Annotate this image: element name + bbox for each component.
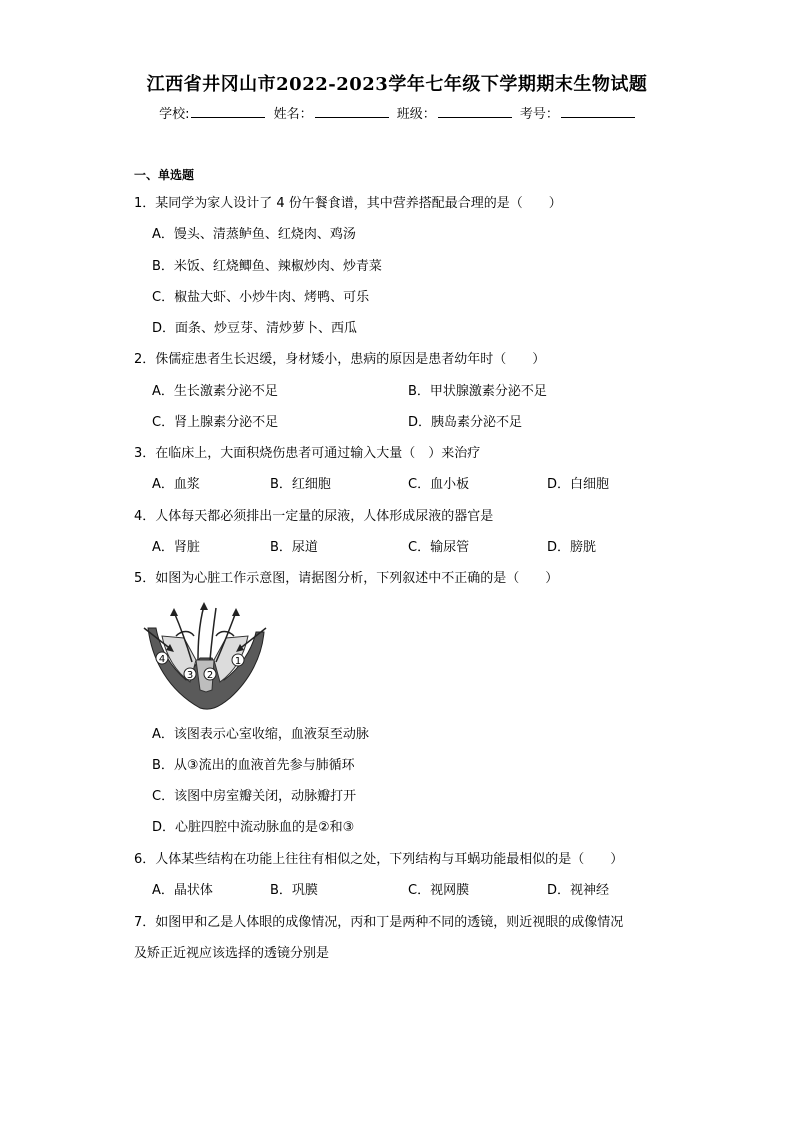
arrow-up-icon [170,608,178,616]
question-4-stem: 4．人体每天都必须排出一定量的尿液，人体形成尿液的器官是 [134,509,494,524]
heart-label-1: 1 [234,656,242,667]
arrow-up-icon [200,602,208,610]
question-4-option-d[interactable]: D．膀胱 [547,540,597,555]
heart-diagram [140,598,270,713]
question-5-option-a[interactable]: A．该图表示心室收缩，血液泵至动脉 [152,727,369,742]
question-1-stem: 1．某同学为家人设计了 4 份午餐食谱，其中营养搭配最合理的是（ ） [134,196,562,211]
question-3-option-a[interactable]: A．血浆 [152,477,200,492]
question-7-stem-line-1: 7．如图甲和乙是人体眼的成像情况，丙和丁是两种不同的透镜，则近视眼的成像情况 [134,915,624,930]
question-3-option-d[interactable]: D．白细胞 [547,477,610,492]
school-field [159,103,265,122]
question-5-option-b[interactable]: B．从③流出的血液首先参与肺循环 [152,758,355,773]
heart-label-4: 4 [158,654,166,665]
question-1-option-c[interactable]: C．椒盐大虾、小炒牛肉、烤鸭、可乐 [152,290,370,305]
artery-mid [198,606,204,660]
name-field [274,103,389,122]
question-5-option-c[interactable]: C．该图中房室瓣关闭，动脉瓣打开 [152,789,357,804]
name-label: 姓名： [273,107,313,122]
question-3-option-c[interactable]: C．血小板 [408,477,470,492]
exam-no-label: 考号： [519,107,559,122]
name-blank[interactable] [315,105,389,118]
question-1-option-a[interactable]: A．馒头、清蒸鲈鱼、红烧肉、鸡汤 [152,227,356,242]
question-5-option-d[interactable]: D．心脏四腔中流动脉血的是②和③ [152,820,355,835]
class-field [397,103,512,122]
question-6-option-b[interactable]: B．巩膜 [270,883,318,898]
question-2-option-a[interactable]: A．生长激素分泌不足 [152,384,278,399]
question-7-stem-line-2: 及矫正近视应该选择的透镜分别是 [134,946,330,961]
heart-label-3: 3 [186,670,194,681]
student-info-row [0,103,794,122]
exam-no-field [520,103,635,122]
valve-right [216,632,234,637]
question-4-option-b[interactable]: B．尿道 [270,540,318,555]
question-3-stem: 3．在临床上，大面积烧伤患者可通过输入大量（ ）来治疗 [134,446,481,461]
question-6-option-c[interactable]: C．视网膜 [408,883,470,898]
school-blank[interactable] [191,105,265,118]
question-2-option-d[interactable]: D．胰岛素分泌不足 [408,415,523,430]
question-2-option-b[interactable]: B．甲状腺激素分泌不足 [408,384,547,399]
question-4-option-a[interactable]: A．肾脏 [152,540,200,555]
question-1-option-d[interactable]: D．面条、炒豆芽、清炒萝卜、西瓜 [152,321,358,336]
exam-no-blank[interactable] [561,105,635,118]
question-3-option-b[interactable]: B．红细胞 [270,477,331,492]
question-2-stem: 2．侏儒症患者生长迟缓，身材矮小，患病的原因是患者幼年时（ ） [134,352,546,367]
question-5-stem: 5．如图为心脏工作示意图，请据图分析，下列叙述中不正确的是（ ） [134,571,559,586]
arrow-up-icon [232,608,240,616]
class-label: 班级： [396,107,436,122]
question-4-option-c[interactable]: C．输尿管 [408,540,470,555]
question-6-option-a[interactable]: A．晶状体 [152,883,213,898]
valve-left [176,632,194,637]
heart-label-2: 2 [206,670,214,681]
artery-mid2 [210,608,216,660]
question-2-option-c[interactable]: C．肾上腺素分泌不足 [152,415,279,430]
section-title: 一、单选题 [134,168,195,182]
question-6-option-d[interactable]: D．视神经 [547,883,610,898]
class-blank[interactable] [438,105,512,118]
question-6-stem: 6．人体某些结构在功能上往往有相似之处，下列结构与耳蜗功能最相似的是（ ） [134,852,624,867]
question-1-option-b[interactable]: B．米饭、红烧鲫鱼、辣椒炒肉、炒青菜 [152,259,382,274]
page-title: 江西省井冈山市2022-2023学年七年级下学期期末生物试题 [146,74,648,95]
school-label: 学校: [159,107,190,122]
